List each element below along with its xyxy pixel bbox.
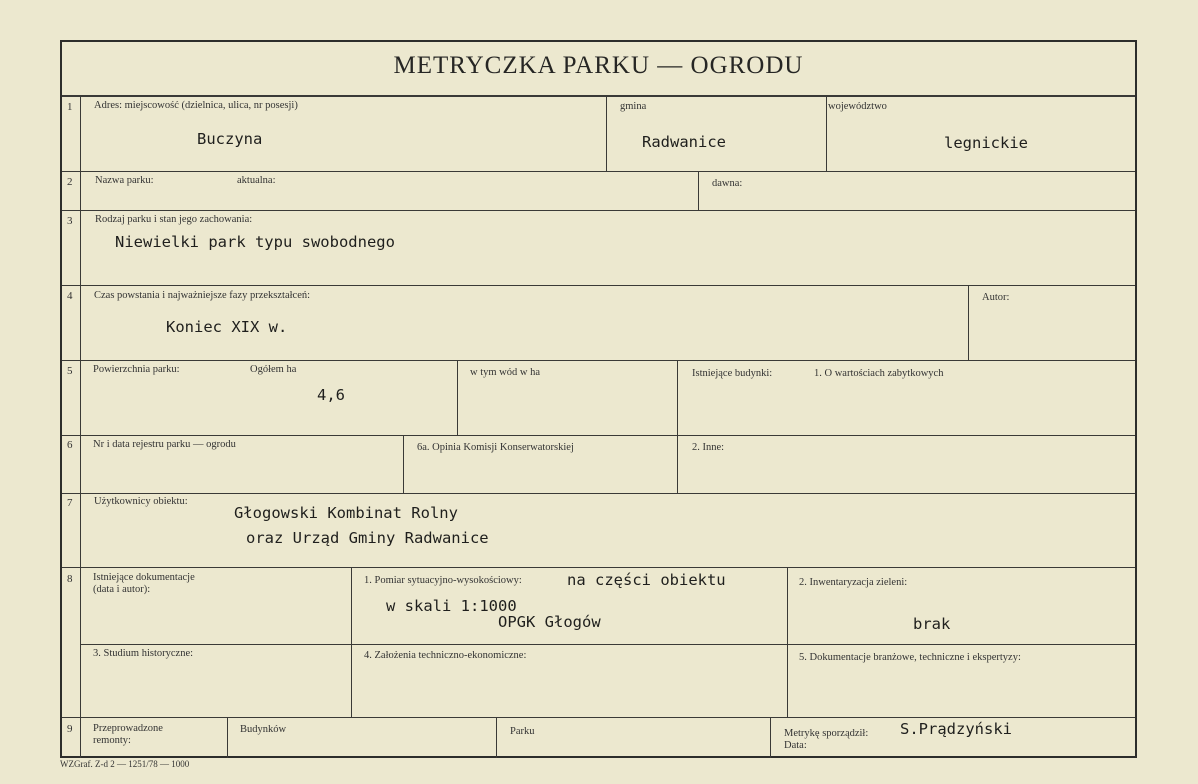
address-value: Buczyna [197,130,263,148]
existing-buildings-label: Istniejące budynki: [692,368,773,379]
docs-label-2: (data i autor): [93,584,151,595]
gmina-value: Radwanice [642,133,726,151]
monument-value-label: 1. O wartościach zabytkowych [814,368,944,379]
park-name-label: Nazwa parku: [95,175,154,186]
survey-value-3: OPGK Głogów [498,613,601,631]
row-divider [62,171,1135,172]
survey-value-2: w skali 1:1000 [386,597,517,615]
total-area-value: 4,6 [317,386,345,404]
current-name-label: aktualna: [237,175,276,186]
creation-time-value: Koniec XIX w. [166,318,288,336]
cell-divider [787,567,788,717]
total-area-label: Ogółem ha [250,364,297,375]
docs-label-1: Istniejące dokumentacje [93,572,195,583]
row-divider [62,435,1135,436]
row-number-4: 4 [67,290,73,302]
print-footer: WZGraf. Z-d 2 — 1251/78 — 1000 [60,759,190,769]
cell-divider [677,360,678,493]
row-number-3: 3 [67,215,73,227]
buildings-repairs-label: Budynków [240,724,287,735]
prepared-by-label: Metrykę sporządził: [784,728,869,739]
cell-divider [496,717,497,758]
park-repairs-label: Parku [510,726,535,737]
form-title: METRYCZKA PARKU — OGRODU [393,52,804,79]
address-label: Adres: miejscowość (dzielnica, ulica, nr posesji) [94,100,298,111]
creation-time-label: Czas powstania i najważniejsze fazy przekształceń: [94,290,311,301]
repairs-label-1: Przeprowadzone [93,723,163,734]
cell-divider [826,95,827,171]
row-divider [62,95,1135,97]
registry-label: Nr i data rejestru parku — ogrodu [93,439,236,450]
cell-divider [457,360,458,435]
date-label: Data: [784,740,807,751]
row-divider [62,285,1135,286]
form-frame [60,40,1137,758]
row-number-7: 7 [67,497,73,509]
row-number-5: 5 [67,365,73,377]
wojewodztwo-label: województwo [828,101,887,112]
row-number-1: 1 [67,101,73,113]
row-divider [62,567,1135,568]
row-divider [62,360,1135,361]
survey-label: 1. Pomiar sytuacyjno-wysokościowy: [364,575,522,586]
tech-econ-label: 4. Założenia techniczno-ekonomiczne: [364,650,527,661]
row-divider [80,644,1135,645]
park-area-label: Powierzchnia parku: [93,364,180,375]
cell-divider [606,95,607,171]
row-number-8: 8 [67,573,73,585]
park-type-label: Rodzaj parku i stan jego zachowania: [95,214,253,225]
cell-divider [403,435,404,493]
users-line-1: Głogowski Kombinat Rolny [234,504,458,522]
cell-divider [698,171,699,210]
row-number-9: 9 [67,723,73,735]
cell-divider [227,717,228,758]
cell-divider [351,567,352,717]
water-area-label: w tym wód w ha [470,367,540,378]
number-column-divider [80,95,81,758]
row-number-6: 6 [67,439,73,451]
row-divider [62,493,1135,494]
repairs-label-2: remonty: [93,735,131,746]
users-line-2: oraz Urząd Gminy Radwanice [246,529,489,547]
other-buildings-label: 2. Inne: [692,442,725,453]
gmina-label: gmina [620,101,647,112]
row-divider [62,717,1135,718]
greenery-inventory-label: 2. Inwentaryzacja zieleni: [799,577,908,588]
row-divider [62,210,1135,211]
former-name-label: dawna: [712,178,743,189]
cell-divider [770,717,771,758]
expert-docs-label: 5. Dokumentacje branżowe, techniczne i ekspertyzy: [799,652,1021,663]
cell-divider [968,285,969,360]
wojewodztwo-value: legnickie [944,134,1028,152]
survey-value-1: na części obiektu [567,571,726,589]
prepared-by-value: S.Prądzyński [900,720,1012,738]
park-type-value: Niewielki park typu swobodnego [115,233,395,251]
row-number-2: 2 [67,176,73,188]
history-study-label: 3. Studium historyczne: [93,648,194,659]
greenery-inventory-value: brak [913,615,951,633]
author-label: Autor: [982,292,1010,303]
users-label: Użytkownicy obiektu: [94,496,188,507]
commission-opinion-label: 6a. Opinia Komisji Konserwatorskiej [417,442,574,453]
